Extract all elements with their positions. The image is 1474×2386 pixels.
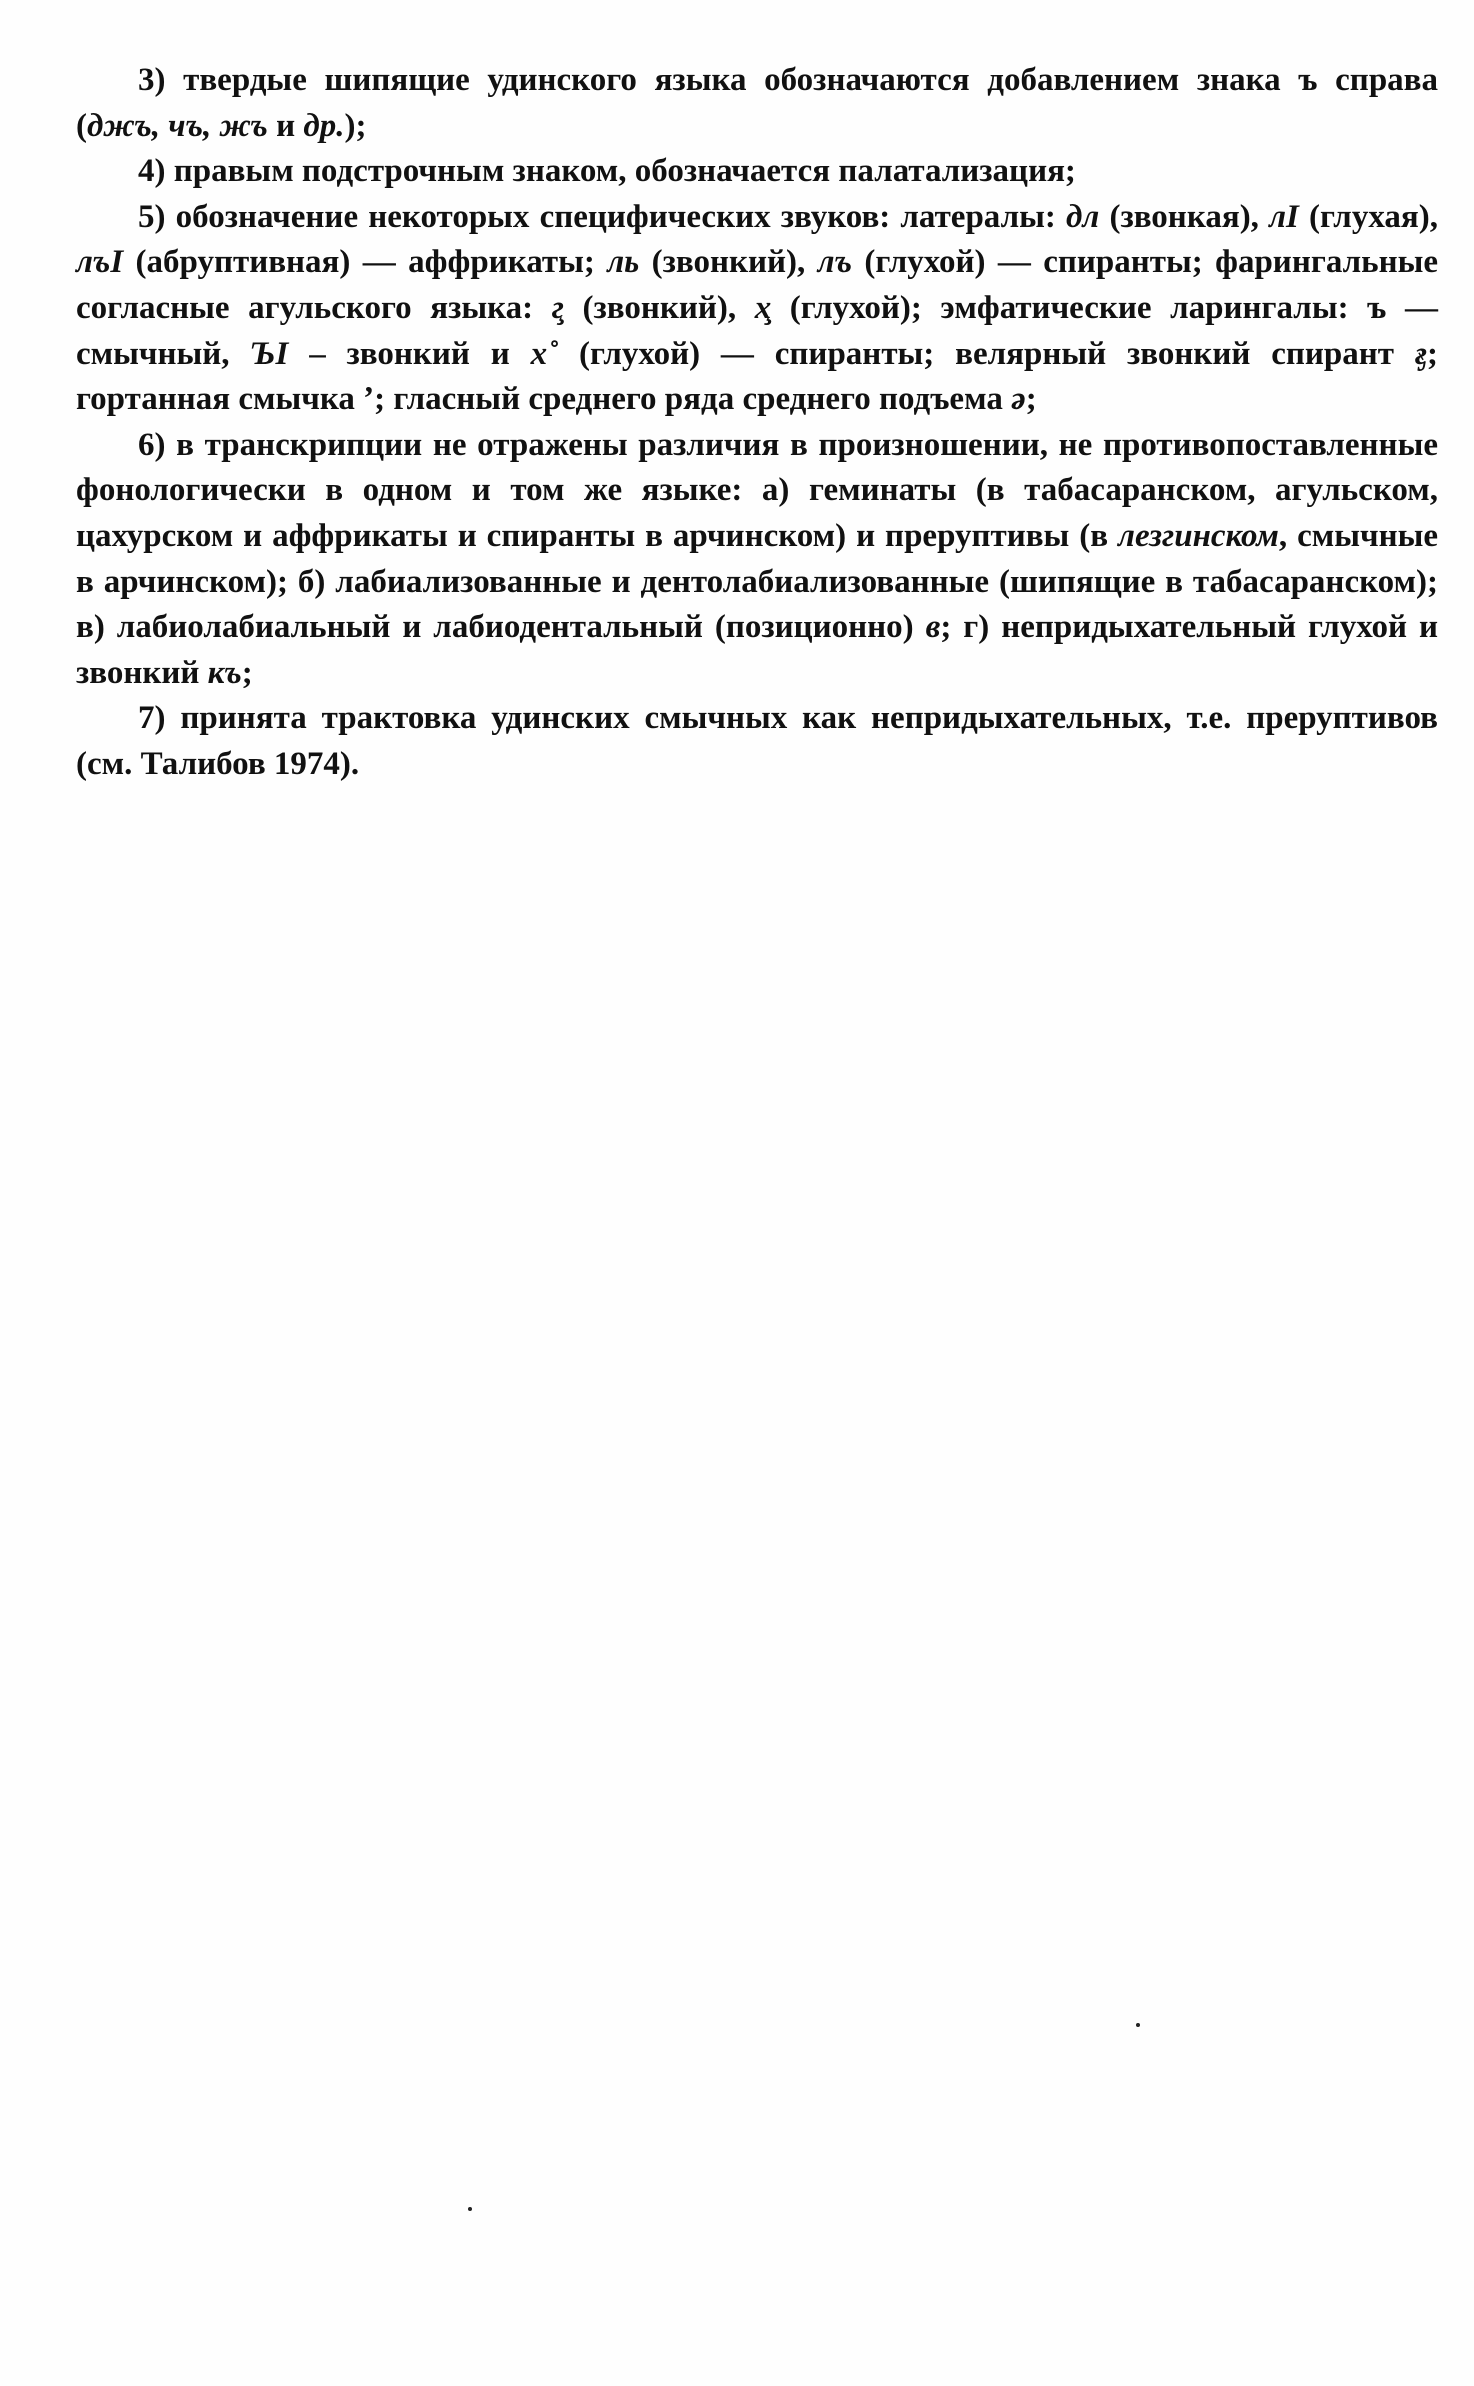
text-run: ; г) непридыхательный глухой и звонкий bbox=[76, 609, 1438, 691]
text-run-italic: ӻ bbox=[1414, 335, 1428, 372]
text-body bbox=[76, 58, 1438, 788]
text-run-italic: джъ, чъ, жъ bbox=[87, 107, 268, 144]
scan-speck bbox=[1136, 2023, 1140, 2027]
text-run: ); bbox=[344, 107, 367, 144]
text-run: ; гортанная смычка ʼ; гласный среднего ряда среднего подъема bbox=[76, 335, 1439, 418]
text-run-italic: къ bbox=[207, 654, 242, 691]
paragraph-7 bbox=[76, 696, 1438, 787]
paragraph-3 bbox=[76, 58, 1438, 149]
text-run: (глухой) — спиранты; велярный звонкий спирант bbox=[558, 335, 1415, 372]
text-run-italic: дл bbox=[1066, 198, 1100, 235]
paragraph-5 bbox=[76, 195, 1438, 423]
text-run: (глухой); эмфатические ларингалы: ъ — смычный, bbox=[76, 289, 1438, 372]
text-run: (звонкий), bbox=[563, 289, 755, 326]
text-run-italic: лезгинском bbox=[1118, 517, 1279, 554]
text-run: 5) обозначение некоторых специфических звуков: латералы: bbox=[138, 198, 1066, 235]
text-run: 7) принята трактовка удинских смычных как непридыхательных, т.е. преруптивов (см. Талибов 1974). bbox=[76, 700, 1438, 782]
text-run-italic: в bbox=[925, 609, 941, 646]
text-run-italic: лI bbox=[1269, 198, 1299, 235]
text-run: (глухая), bbox=[1298, 198, 1438, 235]
text-run: (звонкая), bbox=[1099, 198, 1270, 235]
text-run-italic: др. bbox=[303, 107, 345, 144]
text-run-italic: х˚ bbox=[530, 335, 559, 372]
paragraph-4 bbox=[76, 149, 1438, 195]
text-run: – звонкий и bbox=[288, 335, 531, 372]
text-run: (звонкий), bbox=[639, 244, 818, 281]
text-run-italic: ль bbox=[607, 244, 640, 281]
text-run: (абруптивная) — аффрикаты; bbox=[123, 244, 608, 281]
text-run: 4) правым подстрочным знаком, обозначается палатализация; bbox=[138, 153, 1076, 190]
text-run-italic: ЪI bbox=[250, 335, 289, 372]
text-run: и bbox=[267, 107, 304, 144]
scan-speck bbox=[468, 2207, 472, 2211]
text-run: ; bbox=[241, 654, 253, 691]
text-run-italic: лъ bbox=[817, 244, 852, 281]
text-run: 6) в транскрипции не отражены различия в произношении, не противопоставленные фонологически в одном и том же языке: а) геминаты (в табасаранском, агульском, цахурском и аффрикаты и спиранты в арчинском) и преруптивы (в bbox=[76, 426, 1438, 554]
text-run-italic: х̧ bbox=[754, 289, 772, 326]
text-run: ; bbox=[1025, 381, 1037, 418]
text-run-italic: лъI bbox=[76, 244, 124, 281]
text-run-italic: г̧ bbox=[551, 289, 564, 326]
text-run-italic: ә bbox=[1011, 381, 1026, 418]
paragraph-6 bbox=[76, 423, 1438, 697]
text-run: (глухой) — спиранты; фарингальные согласные агульского языка: bbox=[76, 244, 1438, 326]
text-run: , смычные в арчинском); б) лабиализованные и дентолабиализованные (шипящие в табасаранском); в) лабиолабиальный и лабиодентальный (позиционно) bbox=[76, 517, 1439, 646]
text-run: 3) твердые шипящие удинского языка обозначаются добавлением знака ъ справа ( bbox=[76, 62, 1438, 144]
